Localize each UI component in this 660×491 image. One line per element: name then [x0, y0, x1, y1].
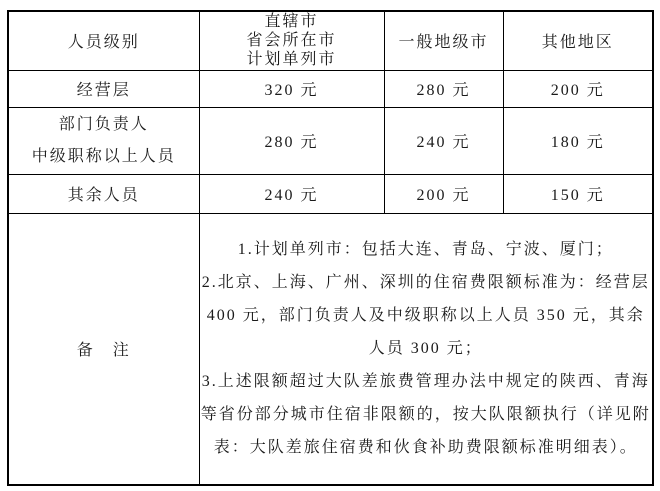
table-row-department-head [8, 107, 653, 174]
note-item-2: 2.北京、上海、广州、深圳的住宿费限额标准为：经营层 400 元，部门负责人及中级职称以上人员 350 元，其余人员 300 元； [201, 274, 650, 358]
table-row-other-staff [8, 174, 653, 213]
header-row [8, 11, 653, 70]
header-tier1-line-planned-city: 计划单列市 [246, 51, 337, 69]
header-other-region: 其他地区 [503, 11, 653, 70]
header-personnel-level: 人员级别 [8, 11, 199, 70]
header-prefecture-city: 一般地级市 [384, 11, 503, 70]
value-other-tier3: 150 元 [503, 174, 653, 213]
row-label-executive: 经营层 [8, 70, 199, 107]
header-tier1-line-provincial-capital: 省会所在市 [246, 32, 337, 50]
value-other-tier2: 200 元 [384, 174, 503, 213]
row-label-department-head-line1: 部门负责人 [58, 115, 149, 133]
lodging-fee-limit-table [7, 10, 654, 486]
notes-content [199, 213, 653, 485]
value-department-tier1: 280 元 [199, 107, 384, 174]
table-row-executive [8, 70, 653, 107]
value-executive-tier3: 200 元 [503, 70, 653, 107]
table-row-notes [8, 213, 653, 485]
row-label-department-head-line2: 中级职称以上人员 [31, 147, 176, 165]
row-label-department-head [8, 107, 199, 174]
value-department-tier2: 240 元 [384, 107, 503, 174]
value-department-tier3: 180 元 [503, 107, 653, 174]
value-executive-tier1: 320 元 [199, 70, 384, 107]
row-label-other-staff: 其余人员 [8, 174, 199, 213]
note-item-3: 3.上述限额超过大队差旅费管理办法中规定的陕西、青海等省份部分城市住宿非限额的，按大队限额执行（详见附表：大队差旅住宿费和伙食补助费限额标准明细表）。 [200, 373, 651, 457]
header-tier1-cities [199, 11, 384, 70]
notes-label: 备 注 [8, 213, 199, 485]
value-other-tier1: 240 元 [199, 174, 384, 213]
value-executive-tier2: 280 元 [384, 70, 503, 107]
note-item-1: 1.计划单列市：包括大连、青岛、宁波、厦门； [237, 241, 614, 259]
header-tier1-line-municipality: 直辖市 [264, 13, 319, 31]
